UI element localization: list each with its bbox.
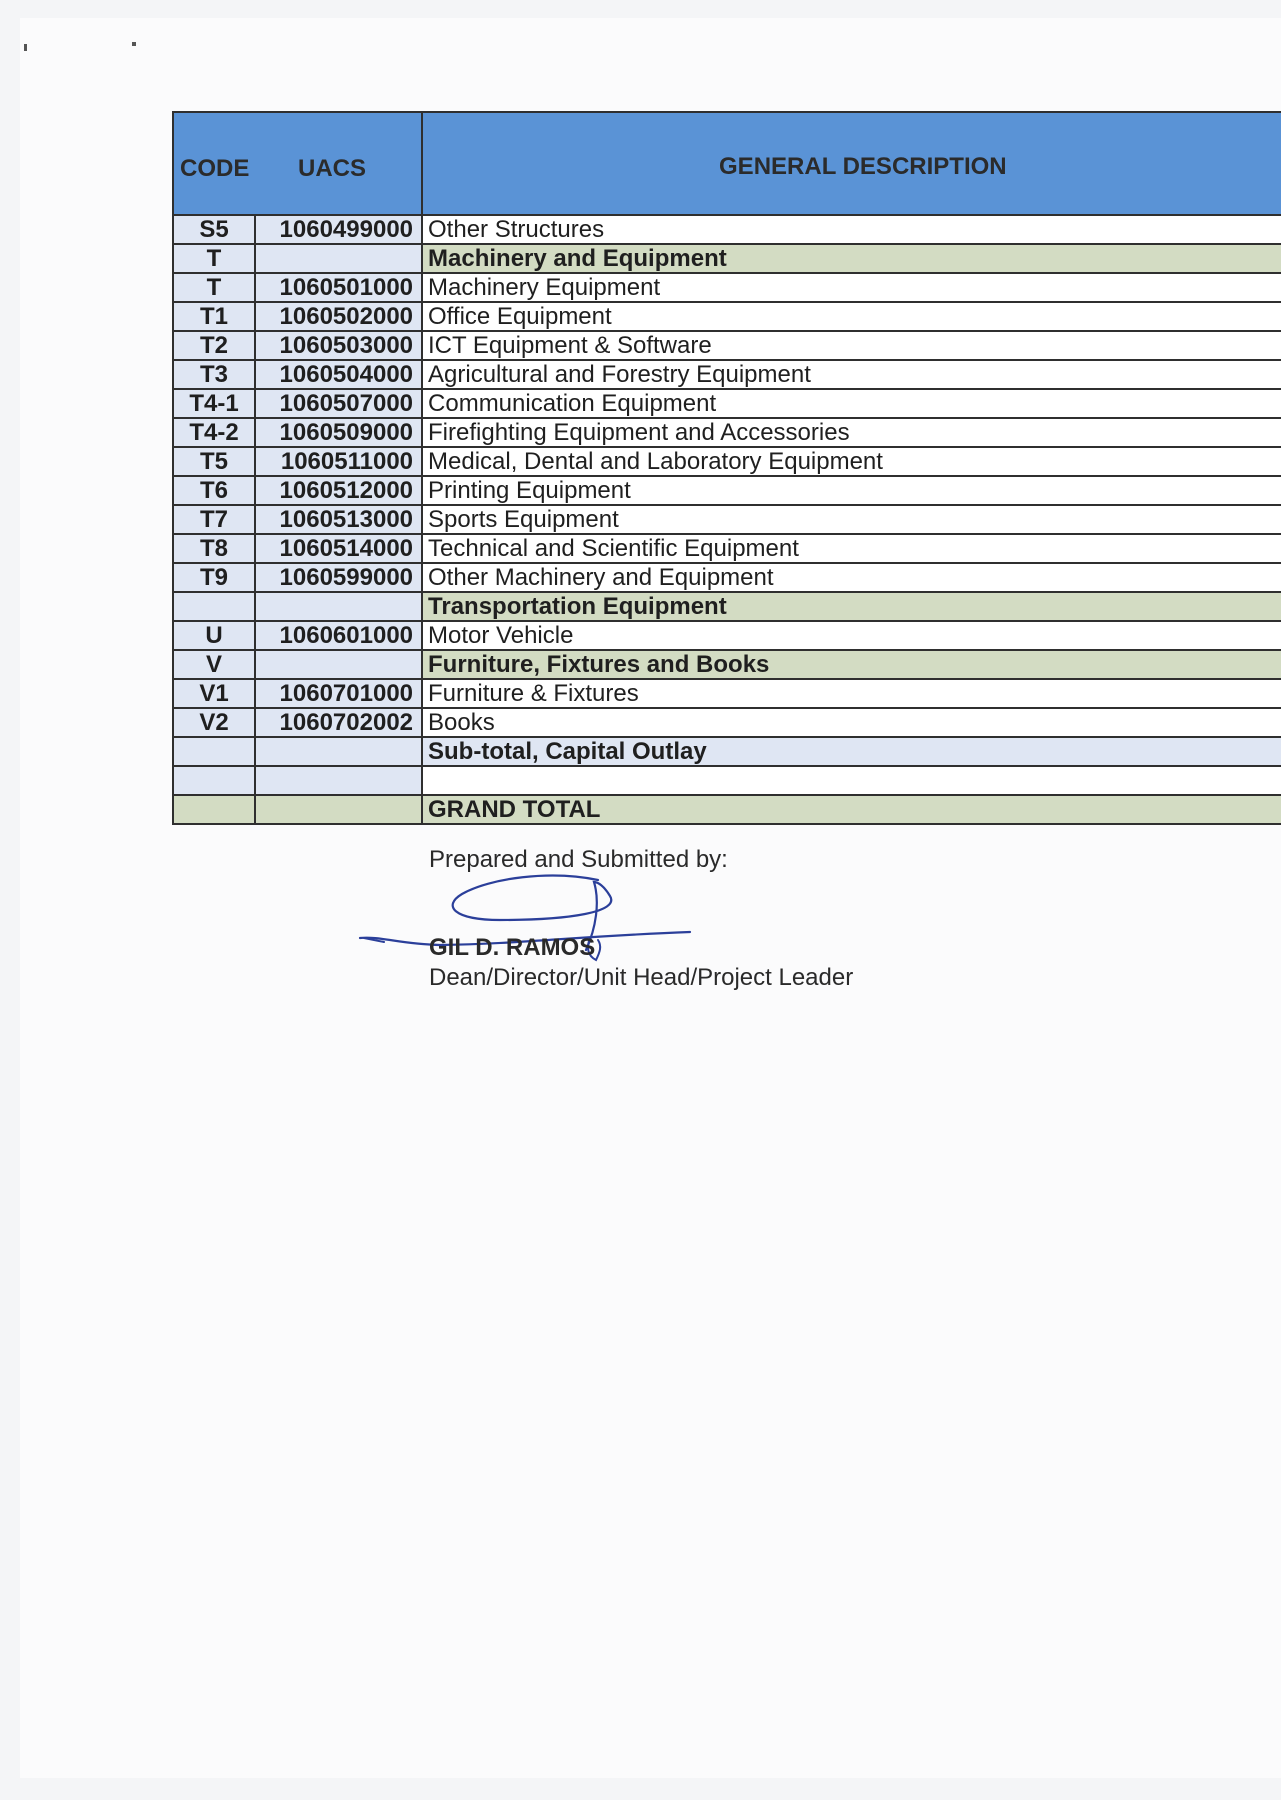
description-cell: Furniture & Fixtures [422,679,1281,708]
code-cell [173,795,255,824]
code-cell: T8 [173,534,255,563]
table-row [173,215,1281,244]
code-cell: V1 [173,679,255,708]
category-heading: Furniture, Fixtures and Books [422,650,1281,679]
scan-speck [132,42,136,46]
scan-speck [24,44,27,51]
description-cell [422,766,1281,795]
code-cell: T7 [173,505,255,534]
code-cell [173,592,255,621]
uacs-cell: 1060503000 [255,331,422,360]
description-cell: Agricultural and Forestry Equipment [422,360,1281,389]
code-cell: U [173,621,255,650]
uacs-cell [255,737,422,766]
description-cell: Printing Equipment [422,476,1281,505]
table-row [173,447,1281,476]
code-cell: T3 [173,360,255,389]
code-cell: T2 [173,331,255,360]
subtotal-row [173,737,1281,766]
uacs-cell: 1060512000 [255,476,422,505]
code-cell [173,737,255,766]
uacs-cell: 1060507000 [255,389,422,418]
table-row [173,360,1281,389]
uacs-cell: 1060514000 [255,534,422,563]
code-cell: T1 [173,302,255,331]
code-cell: T [173,273,255,302]
description-cell: Sports Equipment [422,505,1281,534]
uacs-cell [255,650,422,679]
description-cell: ICT Equipment & Software [422,331,1281,360]
uacs-cell [255,795,422,824]
category-heading: Machinery and Equipment [422,244,1281,273]
uacs-cell: 1060504000 [255,360,422,389]
uacs-cell: 1060502000 [255,302,422,331]
description-cell: Motor Vehicle [422,621,1281,650]
category-heading: Transportation Equipment [422,592,1281,621]
table-row [173,389,1281,418]
uacs-cell: 1060513000 [255,505,422,534]
prepared-by-label: Prepared and Submitted by: [429,846,728,873]
description-cell: Other Machinery and Equipment [422,563,1281,592]
code-cell [173,766,255,795]
uacs-cell: 1060701000 [255,679,422,708]
uacs-cell: 1060599000 [255,563,422,592]
subtotal-label: Sub-total, Capital Outlay [422,737,1281,766]
description-cell: Communication Equipment [422,389,1281,418]
table-row [173,563,1281,592]
description-cell: Books [422,708,1281,737]
code-cell: V [173,650,255,679]
signer-name: GIL D. RAMOS [429,934,596,961]
grand-total-row [173,795,1281,824]
uacs-cell: 1060501000 [255,273,422,302]
table-row [173,534,1281,563]
header-code: CODE [180,155,250,182]
uacs-cell [255,766,422,795]
category-row [173,650,1281,679]
code-cell: T5 [173,447,255,476]
description-cell: Office Equipment [422,302,1281,331]
uacs-cell: 1060601000 [255,621,422,650]
header-code-uacs [173,112,422,215]
uacs-cell: 1060511000 [255,447,422,476]
code-cell: T6 [173,476,255,505]
table-row [173,331,1281,360]
code-cell: T [173,244,255,273]
table-row [173,621,1281,650]
code-cell: T9 [173,563,255,592]
table-header-row [173,112,1281,215]
code-cell: T4-2 [173,418,255,447]
table-row [173,708,1281,737]
code-cell: T4-1 [173,389,255,418]
uacs-cell: 1060499000 [255,215,422,244]
uacs-cell: 1060509000 [255,418,422,447]
grand-total-label: GRAND TOTAL [422,795,1281,824]
description-cell: Technical and Scientific Equipment [422,534,1281,563]
table-row [173,679,1281,708]
description-cell: Machinery Equipment [422,273,1281,302]
code-cell: S5 [173,215,255,244]
header-uacs: UACS [298,155,367,182]
description-cell: Medical, Dental and Laboratory Equipment [422,447,1281,476]
table-row [173,505,1281,534]
code-cell: V2 [173,708,255,737]
signer-title: Dean/Director/Unit Head/Project Leader [429,964,854,991]
category-row [173,592,1281,621]
uacs-cell [255,244,422,273]
uacs-cell: 1060702002 [255,708,422,737]
table-row [173,476,1281,505]
header-general-description: GENERAL DESCRIPTION [422,112,1281,215]
uacs-cell [255,592,422,621]
table-row [173,273,1281,302]
table-row [173,302,1281,331]
description-cell: Firefighting Equipment and Accessories [422,418,1281,447]
table-row [173,418,1281,447]
blank-row [173,766,1281,795]
category-row [173,244,1281,273]
description-cell: Other Structures [422,215,1281,244]
capital-outlay-table [172,111,1281,825]
